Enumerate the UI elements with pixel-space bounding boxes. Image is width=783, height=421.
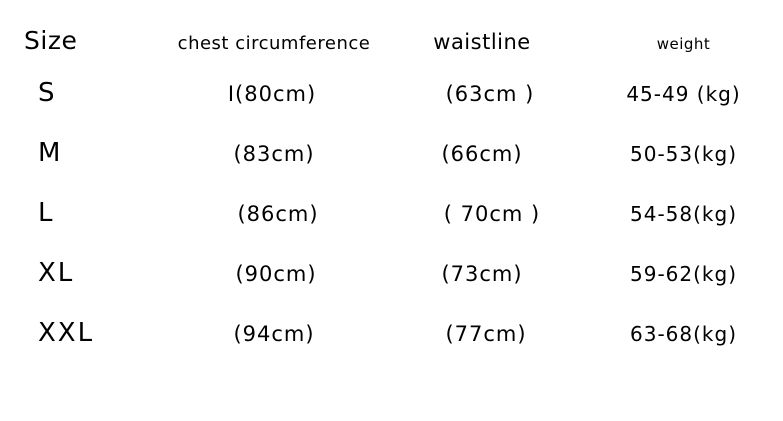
cell-size: L bbox=[38, 198, 55, 228]
cell-weight: 63-68(kg) bbox=[630, 322, 737, 346]
cell-waist: (66cm) bbox=[441, 142, 523, 166]
table-row bbox=[0, 258, 783, 318]
column-header-weight: weight bbox=[656, 35, 711, 53]
column-header-size: Size bbox=[24, 26, 78, 55]
cell-weight: 59-62(kg) bbox=[630, 262, 737, 286]
cell-chest: I(80cm) bbox=[227, 82, 317, 106]
table-row bbox=[0, 78, 783, 138]
table-row bbox=[0, 138, 783, 198]
cell-waist: (77cm) bbox=[445, 322, 527, 346]
cell-size: S bbox=[38, 78, 57, 108]
cell-weight: 50-53(kg) bbox=[630, 142, 737, 166]
table-row bbox=[0, 318, 783, 378]
cell-size: XXL bbox=[38, 318, 95, 348]
cell-waist: (63cm ) bbox=[445, 82, 535, 106]
cell-waist: ( 70cm ) bbox=[443, 202, 541, 226]
cell-chest: (94cm) bbox=[233, 322, 315, 346]
cell-size: XL bbox=[38, 258, 75, 288]
cell-weight: 45-49 (kg) bbox=[626, 82, 741, 106]
cell-weight: 54-58(kg) bbox=[630, 202, 737, 226]
cell-chest: (90cm) bbox=[235, 262, 317, 286]
table-header-row bbox=[0, 0, 783, 78]
column-header-chest-circumference: chest circumference bbox=[177, 33, 371, 54]
cell-size: M bbox=[38, 138, 63, 168]
column-header-waistline: waistline bbox=[433, 30, 531, 54]
cell-waist: (73cm) bbox=[441, 262, 523, 286]
cell-chest: (86cm) bbox=[237, 202, 319, 226]
cell-chest: (83cm) bbox=[233, 142, 315, 166]
table-row bbox=[0, 198, 783, 258]
